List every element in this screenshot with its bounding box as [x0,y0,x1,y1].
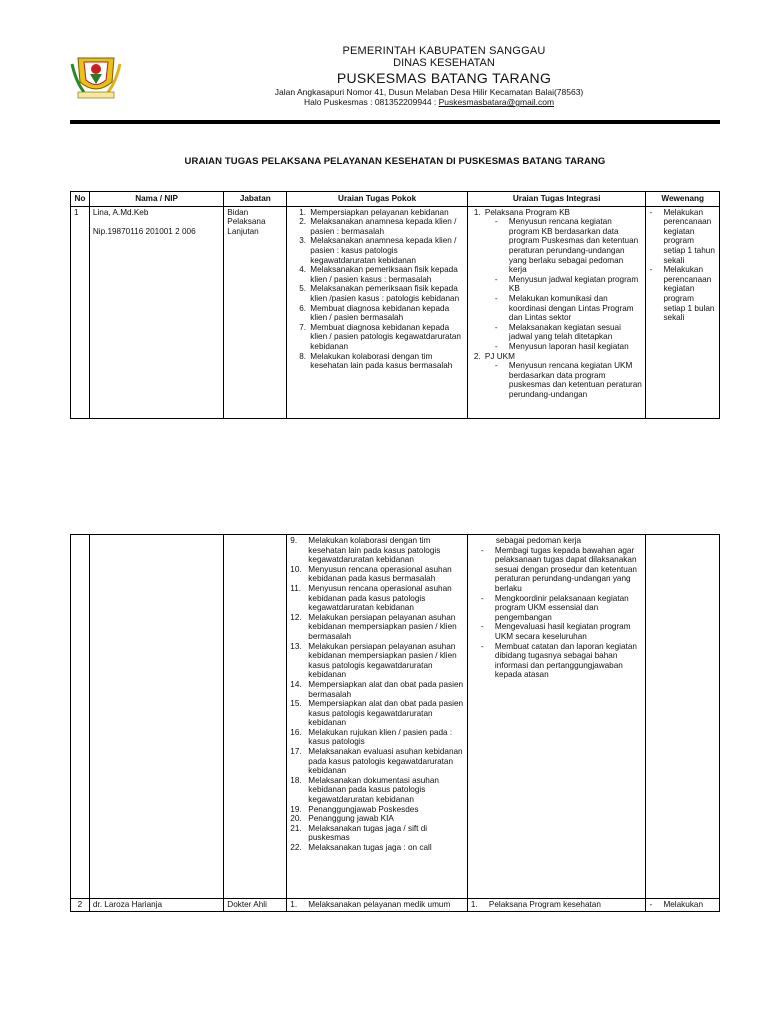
item-number: 22. [290,843,302,852]
list-item: - Menyusun laporan hasil kegiatan [495,342,643,352]
integrated-sublist [471,546,643,680]
item-number: 19. [290,804,302,814]
item-text: Penanggung jawab KIA [308,814,394,824]
integrated-sublist [485,217,643,351]
item-text: Menyusun rencana operasional asuhan kebidanan pada kasus bermasalah [308,564,452,584]
list-item: 4. Melaksanakan pemeriksaan fisik kepada klien / pasien kasus : bermasalah [308,265,464,284]
item-text: Melaksanakan evaluasi asuhan kebidanan pada kasus patologis kegawatdaruratan kebidanan [308,747,463,776]
list-item: - Menyusun rencana kegiatan program KB berdasarkan data program Puskesmas dan ketentuan peraturan perundang-undangan yang berlaku sebagai pedoman kerja [495,217,643,275]
list-item [290,565,464,584]
list-item: 7. Membuat diagnosa kebidanan kepada klien / pasien patologis kegawatdaruratan kebidanan [308,323,464,352]
header-no: No [71,192,90,207]
list-item [290,728,464,747]
list-item: 6. Membuat diagnosa kebidanan kepada klien / pasien bermasalah [308,304,464,323]
staff-position: Dokter Ahli [224,899,287,912]
page-gap [0,472,768,524]
header-puskesmas: PUSKESMAS BATANG TARANG [336,70,552,86]
duty-table-continued [70,534,720,912]
header-nama: Nama / NIP [89,192,223,207]
item-text: Melakukan kolaborasi dengan tim kesehatan lain pada kasus patologis kegawatdaruratan kebidanan [308,536,441,565]
integrated-duties-cell [467,899,646,912]
item-number: 10. [290,564,302,574]
list-item: - Melaksanakan kegiatan sesuai jadwal yang telah ditetapkan [495,323,643,342]
list-item [290,824,464,843]
authority-cell [646,206,720,418]
list-item [483,208,643,352]
list-item [290,814,464,824]
list-item [290,699,464,728]
item-number: 16. [290,727,302,737]
staff-name: dr. Laroza Harianja [89,899,223,912]
item-number: 11. [290,583,302,593]
list-item: 2. Melaksanakan anamnesa kepada klien / pasien : bermasalah [308,217,464,236]
table-row [71,206,720,418]
main-duties-list [290,900,464,910]
table-row [71,535,720,899]
empty-cell [224,535,287,899]
list-item: - Mengkoordinir pelaksanaan kegiatan program UKM essensial dan pengembangan [481,594,643,623]
integrated-duties-list [471,208,643,400]
main-duties-cell [287,899,468,912]
list-item [290,680,464,699]
item-text: Pelaksana Program kesehatan [488,900,601,909]
list-item: - Melakukan [649,900,716,910]
main-duties-list [290,208,464,371]
item-text: Melakukan persiapan pelayanan asuhan kebidanan mempersiapkan pasien / klien kasus patologis kegawatdaruratan kebidanan [308,641,457,680]
integrated-duties-cell [467,535,646,899]
list-item: 1. Mempersiapkan pelayanan kebidanan [308,208,464,218]
item-number: 18. [290,775,302,785]
list-item: - Melakukan perencanaan kegiatan program setiap 1 bulan sekali [649,265,716,323]
item-number: 1. [290,900,298,909]
list-item: - Menyusun rencana kegiatan UKM berdasarkan data program puskesmas dan ketentuan peraturan perundang-undangan [495,361,643,399]
authority-cell [646,899,720,912]
list-item [290,805,464,815]
header-pokok: Uraian Tugas Pokok [287,192,468,207]
item-number: 15. [290,699,302,709]
main-duties-cell [287,535,468,899]
list-item [290,642,464,680]
item-text: Melaksanakan tugas jaga / sift di puskesmas [308,823,428,843]
document-title: URAIAN TUGAS PELAKSANA PELAYANAN KESEHATAN DI PUSKESMAS BATANG TARANG [184,156,606,167]
list-item [290,776,464,805]
item-number: 9. [290,536,298,545]
item-text: Melakukan persiapan pelayanan asuhan kebidanan mempersiapkan pasien / klien bermasalah [308,612,457,641]
item-number: 13. [290,641,302,651]
staff-nip: Nip.19870116 201001 2 006 [92,227,196,237]
header-address: Jalan Angkasapuri Nomor 41, Dusun Melaban Desa Hilir Kecamatan Balai(78563) [274,87,584,97]
header-email-link[interactable]: Puskesmasbatara@gmail.com [438,97,555,107]
item-text: Melaksanakan dokumentasi asuhan kebidanan pada kasus patologis kegawatdaruratan kebidanan [308,775,439,805]
list-item [290,747,464,776]
staff-cell [89,206,223,418]
row-number: 1 [71,206,90,418]
document-page-2 [0,524,768,1024]
list-item [290,843,464,853]
authority-list [649,900,716,910]
item-text: Mempersiapkan alat dan obat pada pasien bermasalah [308,679,464,699]
main-duties-cell [287,206,468,418]
item-number: 17. [290,747,302,757]
list-item: 8. Melakukan kolaborasi dengan tim kesehatan lain pada kasus bermasalah [308,352,464,371]
item-number: 1. [470,900,478,909]
empty-cell [646,535,720,899]
list-item: - Melakukan perencanaan kegiatan program setiap 1 tahun sekali [649,208,716,266]
list-item: - Menyusun jadwal kegiatan program KB [495,275,643,294]
empty-cell [89,535,223,899]
staff-position: Bidan Pelaksana Lanjutan [224,206,287,418]
list-item [483,352,643,400]
header-phone-text: Halo Puskesmas : 081352209944 : [303,97,439,107]
header-phone [45,97,768,107]
authority-list [649,208,716,323]
document-page-1 [0,0,768,472]
item-text: Menyusun rencana operasional asuhan kebidanan pada kasus patologis kegawatdaruratan kebidanan [308,583,452,613]
list-item: - Membuat catatan dan laporan kegiatan dibidang tugasnya sebagai bahan informasi dan pertanggungjawaban kepada atasan [481,642,643,680]
integrated-duties-cell [467,206,646,418]
item-text: Melaksanakan pelayanan medik umum [308,900,451,909]
header-jabatan: Jabatan [224,192,287,207]
integrated-section-title: Pelaksana Program KB [484,207,571,217]
row-number: 2 [71,899,90,912]
integrated-section-title: PJ UKM [484,351,515,361]
item-text: Penanggungjawab Poskesdes [308,804,419,814]
header-divider [70,120,720,124]
list-item: - Mengevaluasi hasil kegiatan program UKM secara keseluruhan [481,622,643,641]
empty-cell [71,535,90,899]
header-integrasi: Uraian Tugas Integrasi [467,192,646,207]
table-header-row [71,192,720,207]
list-item: - Melakukan komunikasi dan koordinasi dengan Lintas Program dan Lintas sektor [495,294,643,323]
duty-table [70,191,720,419]
item-number: 14. [290,679,302,689]
item-text: Mempersiapkan alat dan obat pada pasien kasus patologis kegawatdaruratan kebidanan [308,699,464,728]
list-item: 3. Melaksanakan anamnesa kepada klien / pasien : kasus patologis kegawatdaruratan kebidanan [308,236,464,265]
item-number: 20. [290,814,302,824]
item-text: Melaksanakan tugas jaga : on call [308,843,432,852]
integrated-lead-text: sebagai pedoman kerja [495,536,582,545]
item-number: 12. [290,612,302,622]
header-government: PEMERINTAH KABUPATEN SANGGAU [342,45,546,57]
list-item [290,613,464,642]
list-item: 5. Melaksanakan pemeriksaan fisik kepada klien /pasien kasus : patologis kebidanan [308,284,464,303]
integrated-sublist [485,361,643,399]
table-row [71,899,720,912]
list-item [290,900,464,910]
list-item [290,584,464,613]
integrated-duties-list [471,900,643,910]
item-text: Melakukan rujukan klien / pasien pada : kasus patologis [308,727,453,747]
item-number: 21. [290,823,302,833]
main-duties-list [290,536,464,853]
list-item [471,900,643,910]
list-item [290,536,464,565]
list-item: - Membagi tugas kepada bawahan agar pelaksanaan tugas dapat dilaksanakan sesuai dengan prosedur dan ketentuan peraturan perundang-undangan yang berlaku [481,546,643,594]
header-wewenang: Wewenang [646,192,720,207]
staff-name: Lina, A.Md.Keb [92,207,149,217]
header-dinas: DINAS KESEHATAN [393,57,495,69]
